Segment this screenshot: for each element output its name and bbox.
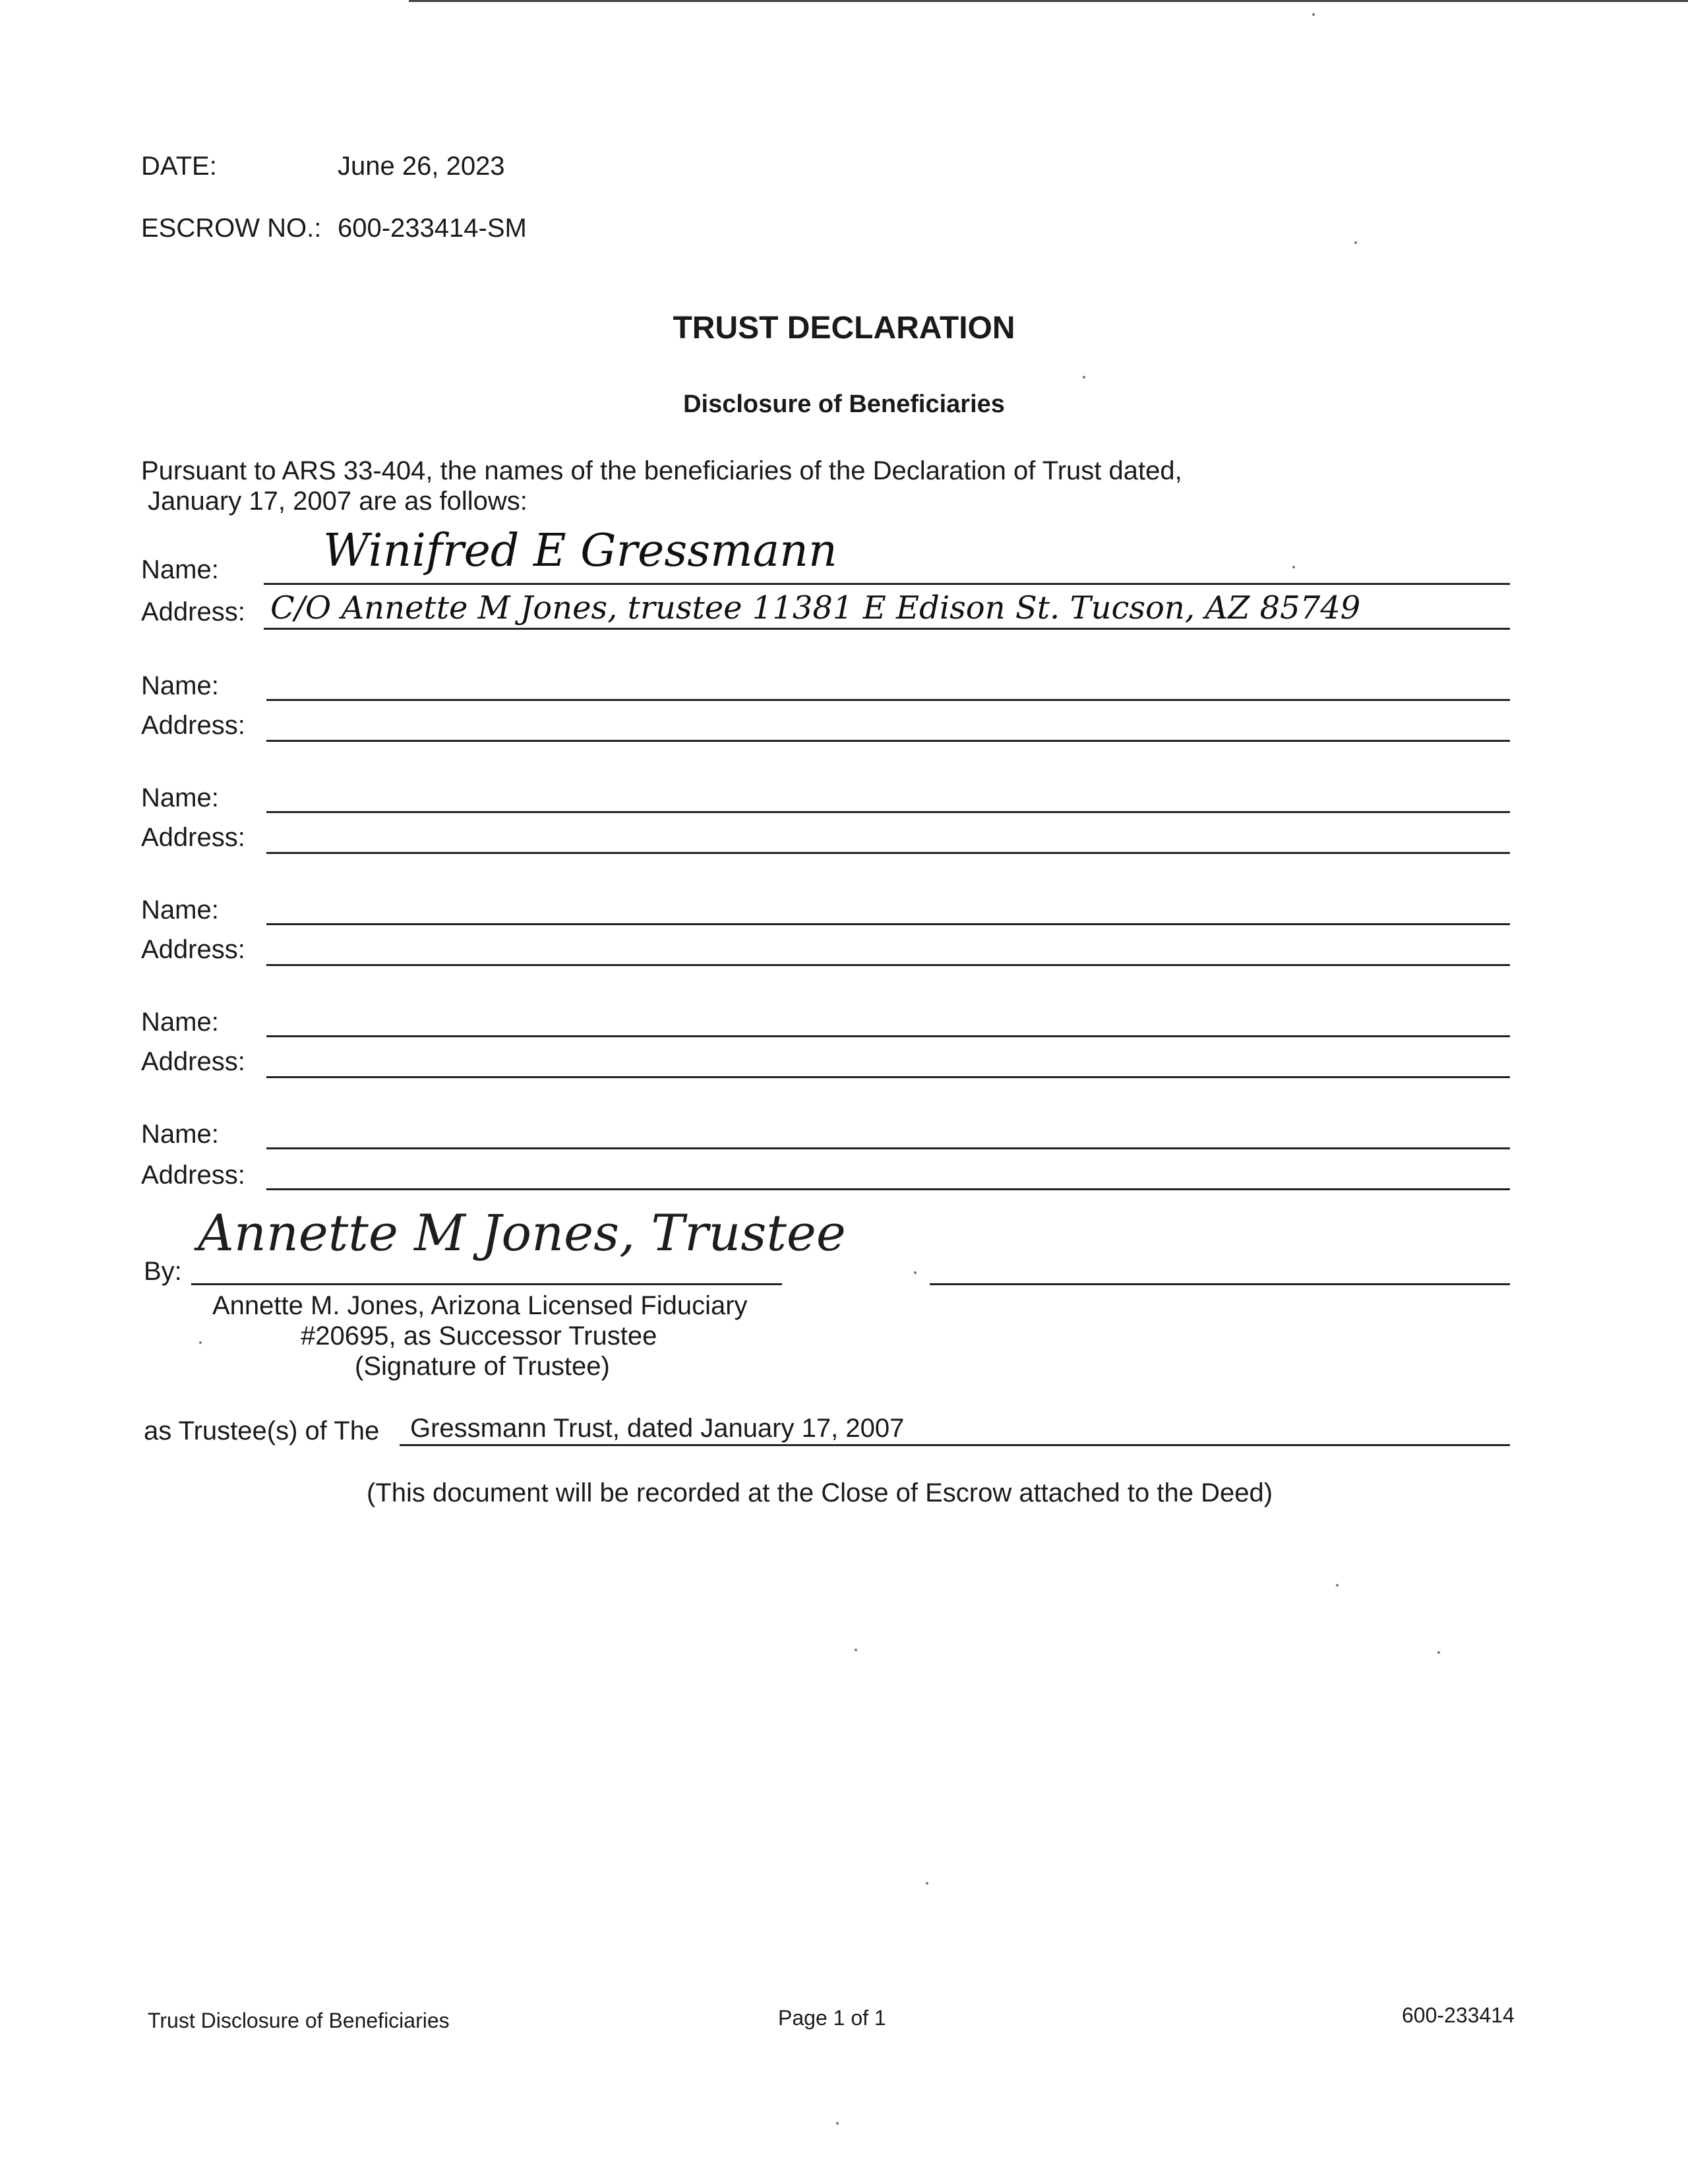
date-value: June 26, 2023: [338, 152, 505, 181]
beneficiary-6-name-line: [266, 1147, 1510, 1149]
scan-speck: [926, 1882, 928, 1885]
document-title: TRUST DECLARATION: [673, 311, 1015, 346]
beneficiary-3-name-line: [266, 811, 1510, 813]
beneficiary-4-name-line: [266, 923, 1510, 925]
beneficiary-1-name-value: Winifred E Gressmann: [323, 525, 837, 577]
beneficiary-2-name-line: [266, 699, 1510, 701]
intro-line-1: Pursuant to ARS 33-404, the names of the beneficiaries of the Declaration of Trust dated,: [141, 456, 1182, 485]
scan-speck: [836, 2122, 839, 2125]
beneficiary-4-address-label: Address:: [141, 935, 245, 964]
date-label: DATE:: [141, 152, 217, 181]
beneficiary-4-name-label: Name:: [141, 895, 219, 925]
beneficiary-6-address-line: [266, 1188, 1510, 1190]
beneficiary-1-name-label: Name:: [141, 555, 219, 584]
scan-speck: [1312, 13, 1315, 16]
escrow-label: ESCROW NO.:: [141, 214, 322, 243]
scan-speck: [1336, 1584, 1339, 1587]
scan-speck: [1083, 376, 1085, 379]
beneficiary-4-address-line: [266, 964, 1510, 966]
trust-name-value: Gressmann Trust, dated January 17, 2007: [410, 1414, 905, 1443]
footer-escrow-number: 600-233414: [1402, 2003, 1515, 2027]
beneficiary-3-name-label: Name:: [141, 783, 219, 812]
beneficiary-2-address-line: [266, 740, 1510, 742]
second-signature-line: [930, 1283, 1510, 1285]
beneficiary-1-address-label: Address:: [141, 597, 245, 626]
by-label: By:: [144, 1257, 182, 1286]
intro-line-2: January 17, 2007 are as follows:: [148, 487, 528, 516]
top-border-line: [409, 0, 1688, 2]
beneficiary-5-address-line: [266, 1076, 1510, 1078]
signature-caption: (Signature of Trustee): [355, 1352, 610, 1381]
scan-speck: [1354, 241, 1357, 244]
trust-name-line: [400, 1444, 1510, 1446]
footer-document-name: Trust Disclosure of Beneficiaries: [148, 2009, 450, 2032]
recording-note: (This document will be recorded at the Close of Escrow attached to the Deed): [367, 1478, 1273, 1507]
scan-speck: [1437, 1651, 1440, 1654]
signature-line: [191, 1283, 782, 1285]
document-subtitle: Disclosure of Beneficiaries: [683, 390, 1005, 418]
beneficiary-1-address-line: [264, 628, 1510, 630]
beneficiary-1-name-line: [264, 583, 1510, 585]
scan-speck: [199, 1341, 202, 1344]
beneficiary-1-address-value: C/O Annette M Jones, trustee 11381 E Edison St. Tucson, AZ 85749: [270, 590, 1361, 626]
footer-page-number: Page 1 of 1: [778, 2006, 886, 2030]
scan-speck: [1292, 566, 1295, 568]
beneficiary-2-name-label: Name:: [141, 671, 219, 700]
beneficiary-5-name-line: [266, 1035, 1510, 1037]
beneficiary-3-address-label: Address:: [141, 823, 245, 852]
beneficiary-6-name-label: Name:: [141, 1120, 219, 1149]
escrow-number: 600-233414-SM: [338, 214, 527, 243]
trustee-of-label: as Trustee(s) of The: [144, 1416, 380, 1445]
beneficiary-5-name-label: Name:: [141, 1008, 219, 1037]
trustee-signature: Annette M Jones, Trustee: [198, 1203, 846, 1262]
scan-speck: [855, 1649, 857, 1651]
signer-name-line: Annette M. Jones, Arizona Licensed Fiduciary: [212, 1291, 748, 1320]
beneficiary-3-address-line: [266, 852, 1510, 854]
beneficiary-2-address-label: Address:: [141, 711, 245, 740]
beneficiary-5-address-label: Address:: [141, 1047, 245, 1076]
beneficiary-6-address-label: Address:: [141, 1161, 245, 1190]
scan-speck: [914, 1271, 917, 1274]
signer-license-line: #20695, as Successor Trustee: [301, 1321, 657, 1350]
